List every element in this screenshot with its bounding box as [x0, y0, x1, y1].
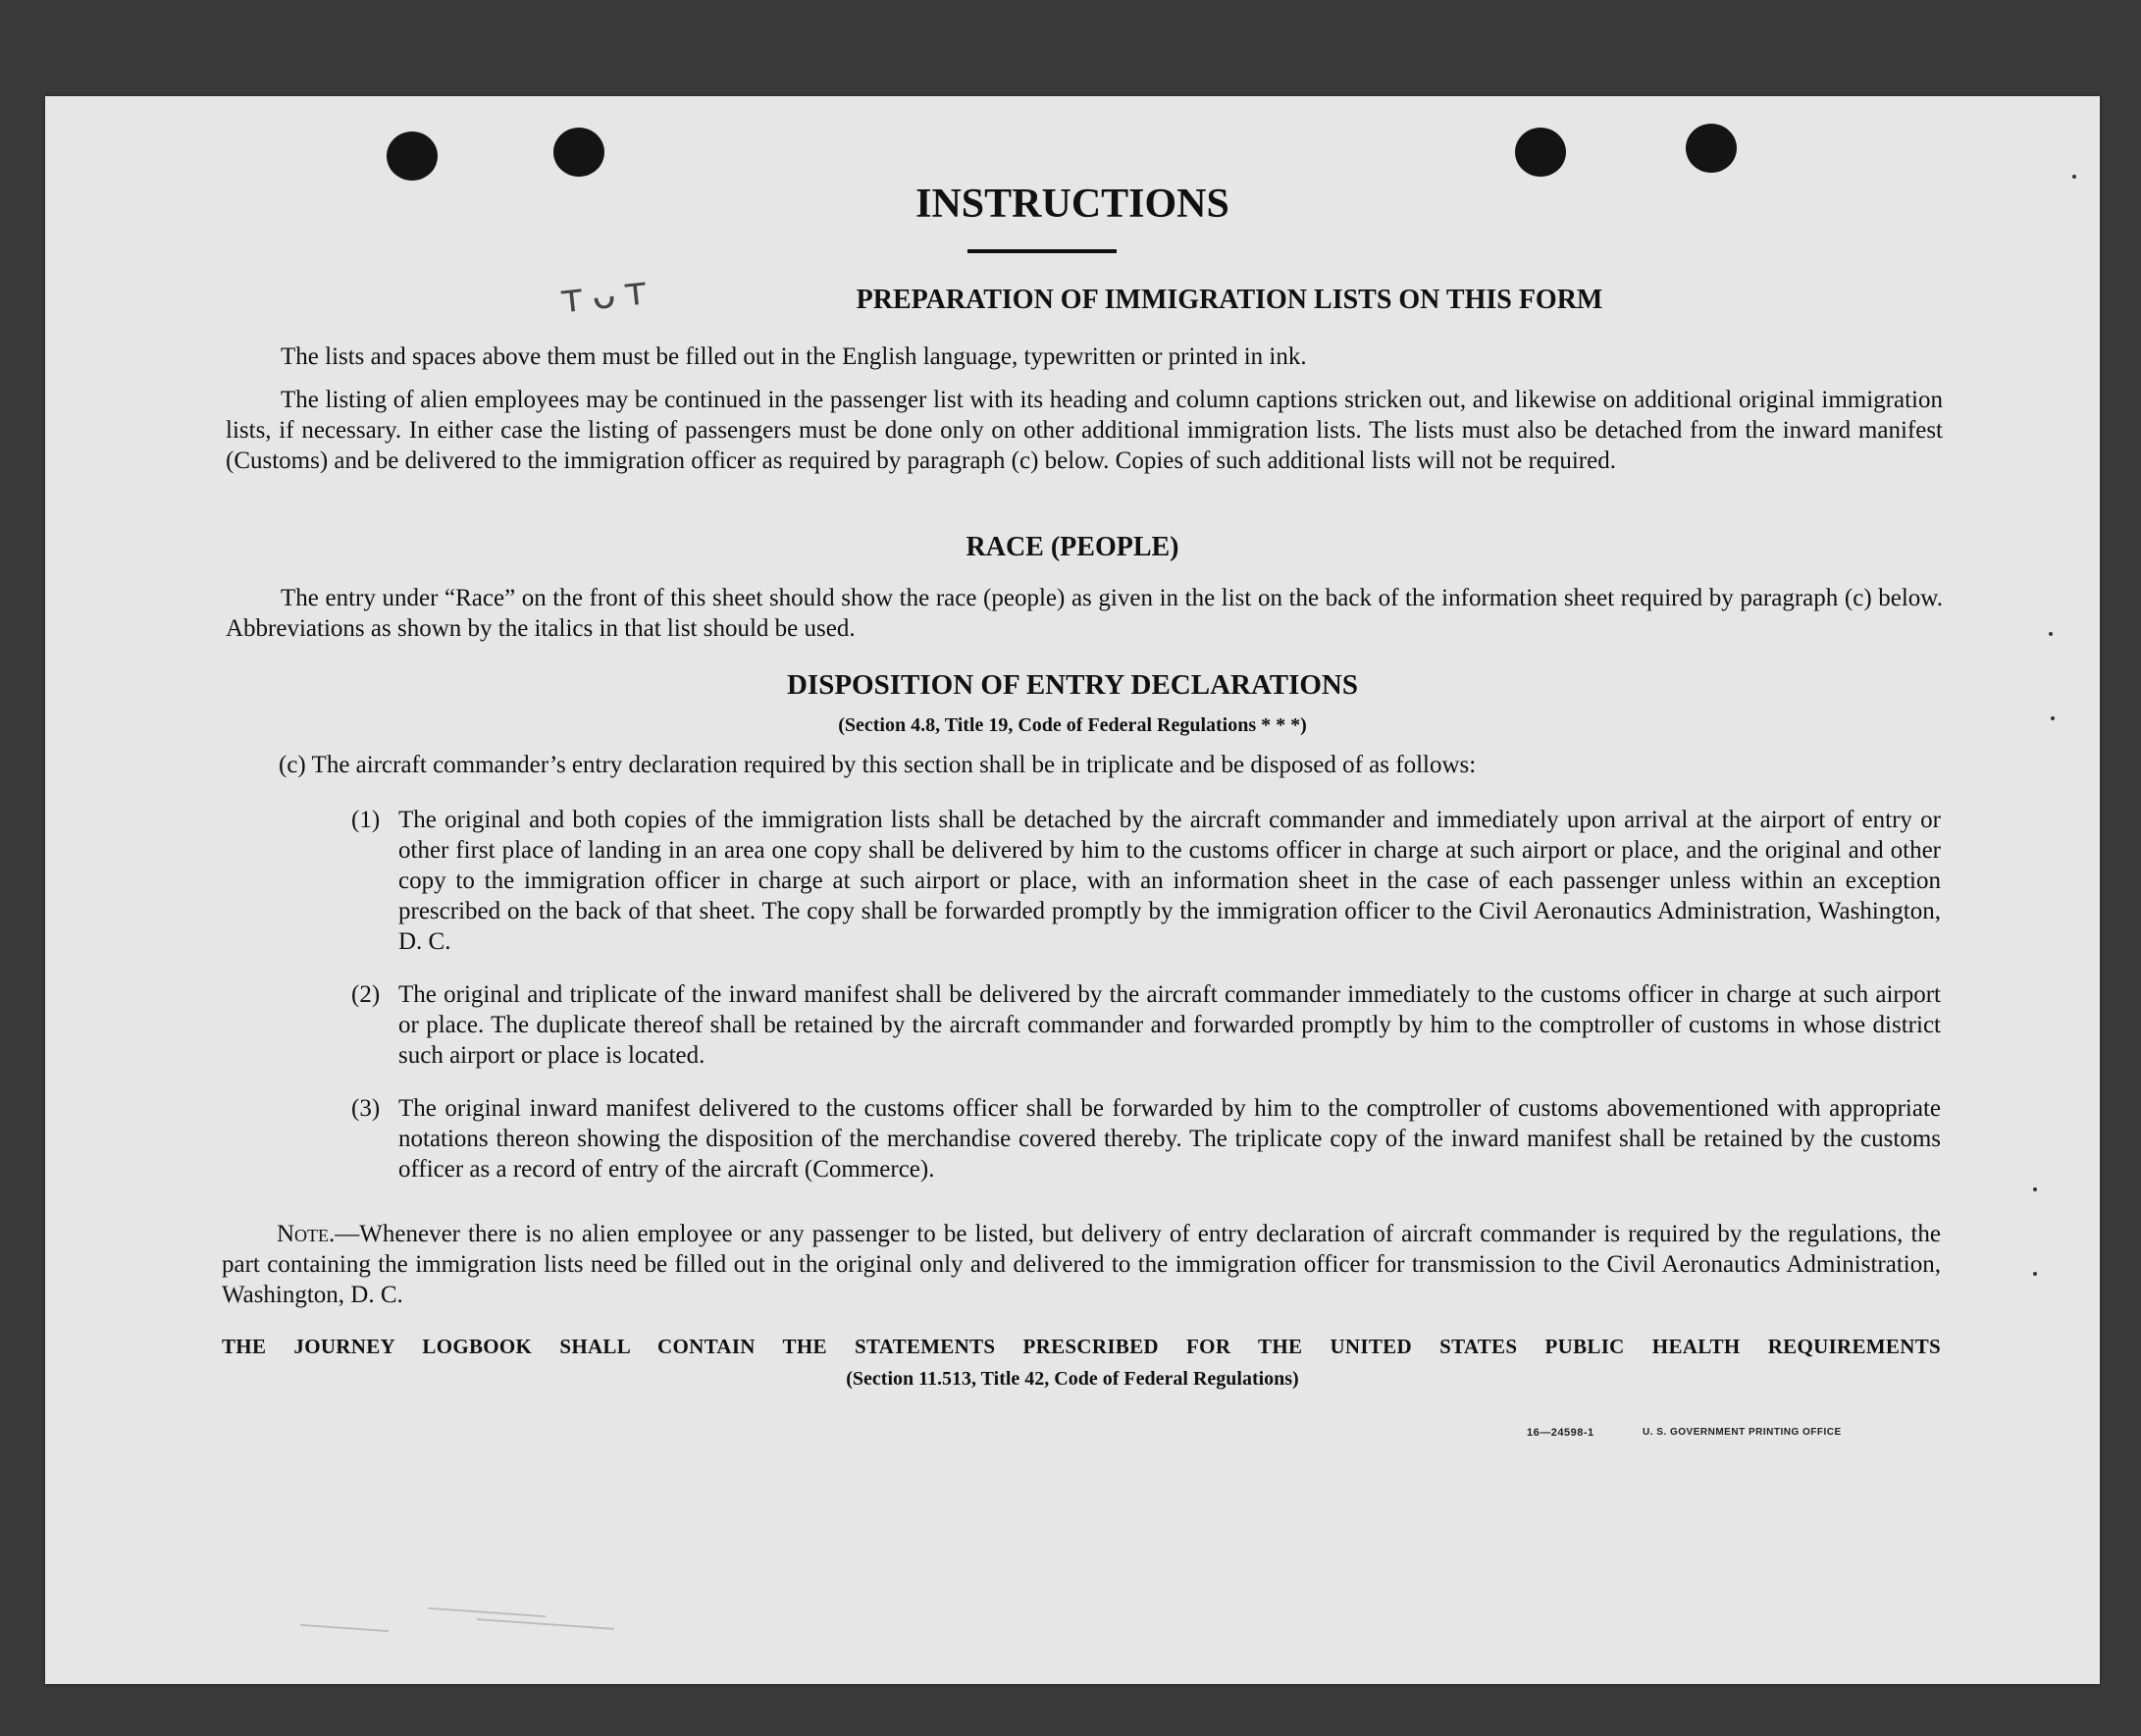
- heading-race: RACE (PEOPLE): [966, 532, 1179, 562]
- punch-hole-1: [387, 132, 438, 181]
- paragraph-disposition-intro: (c) The aircraft commander’s entry declaration required by this section shall be in triplicate and be disposed of as follows:: [279, 752, 1477, 778]
- list-item-1: [351, 805, 1941, 957]
- paragraph-race: The entry under “Race” on the front of this sheet should show the race (people) as given in the list on the back of the information sheet required by paragraph (c) below. Abbreviations as shown by the italics in that list should be used.: [226, 585, 1943, 642]
- heading-preparation: PREPARATION OF IMMIGRATION LISTS ON THIS FORM: [856, 285, 1603, 315]
- document-sheet: [45, 96, 2100, 1684]
- logbook-requirement: THE JOURNEY LOGBOOK SHALL CONTAIN THE STATEMENTS PRESCRIBED FOR THE UNITED STATES PUBLIC HEALTH REQUIREMENTS: [222, 1335, 1941, 1358]
- list-item-number: (3): [351, 1095, 381, 1122]
- printer-credit: U. S. GOVERNMENT PRINTING OFFICE: [1643, 1427, 1842, 1438]
- paragraph-preparation-2: The listing of alien employees may be continued in the passenger list with its heading and column captions stricken out, and likewise on additional original immigration lists, if necessary. In either case the listing of passengers must be done only on other additional immigration lists. The lists must also be detached from the inward manifest (Customs) and be delivered to the immigration officer as required by paragraph (c) below. Copies of such additional lists will not be required.: [226, 387, 1943, 474]
- smudge: [477, 1618, 614, 1630]
- speck: [2049, 632, 2053, 636]
- citation-disposition: (Section 4.8, Title 19, Code of Federal Regulations * * *): [838, 714, 1307, 736]
- speck: [2033, 1272, 2037, 1276]
- speck: [2033, 1187, 2037, 1191]
- speck: [2051, 716, 2055, 720]
- heading-disposition: DISPOSITION OF ENTRY DECLARATIONS: [786, 669, 1359, 701]
- handwritten-mark: ᴛ ᴗ ᴛ: [557, 268, 648, 323]
- smudge: [428, 1607, 546, 1617]
- punch-hole-2: [553, 128, 604, 177]
- list-item-text: The original inward manifest delivered to the customs officer shall be forwarded by him to the comptroller of customs abovementioned with appropriate notations thereon showing the disposition of the merchandise covered thereby. The triplicate copy of the inward manifest shall be retained by the customs officer as a record of entry of the aircraft (Commerce).: [398, 1095, 1941, 1183]
- page-title: INSTRUCTIONS: [915, 182, 1229, 227]
- smudge: [300, 1624, 389, 1632]
- note-paragraph: [222, 1219, 1941, 1310]
- note-text: —Whenever there is no alien employee or any passenger to be listed, but delivery of entry declaration of aircraft commander is required by the regulations, the part containing the immigration lists need be filled out in the original only and delivered to the immigration officer for transmission to the Civil Aeronautics Administration, Washington, D. C.: [222, 1221, 1941, 1308]
- list-item-number: (1): [351, 807, 381, 833]
- list-item-2: [351, 979, 1941, 1071]
- speck: [2072, 175, 2076, 179]
- form-code: 16—24598-1: [1527, 1427, 1594, 1439]
- list-item-3: [351, 1093, 1941, 1184]
- note-label: Note.: [277, 1221, 336, 1247]
- paragraph-preparation-1: The lists and spaces above them must be filled out in the English language, typewritten or printed in ink.: [281, 343, 1307, 370]
- list-item-text: The original and both copies of the immigration lists shall be detached by the aircraft commander and immediately upon arrival at the airport of entry or other first place of landing in an area one copy shall be delivered by him to the customs officer in charge at such airport or place, and the original and other copy to the immigration officer in charge at such airport or place, with an information sheet in the case of each passenger unless within an exception prescribed on the back of that sheet. The copy shall be forwarded promptly by the immigration officer to the Civil Aeronautics Administration, Washington, D. C.: [398, 807, 1941, 955]
- list-item-text: The original and triplicate of the inward manifest shall be delivered by the aircraft commander immediately to the customs officer in charge at such airport or place. The duplicate thereof shall be retained by the aircraft commander and forwarded promptly by him to the comptroller of customs in whose district such airport or place is located.: [398, 981, 1941, 1069]
- punch-hole-3: [1515, 128, 1566, 177]
- punch-hole-4: [1686, 124, 1737, 173]
- logbook-citation: (Section 11.513, Title 42, Code of Federal Regulations): [846, 1368, 1299, 1390]
- title-underline: [967, 249, 1117, 253]
- list-item-number: (2): [351, 981, 381, 1008]
